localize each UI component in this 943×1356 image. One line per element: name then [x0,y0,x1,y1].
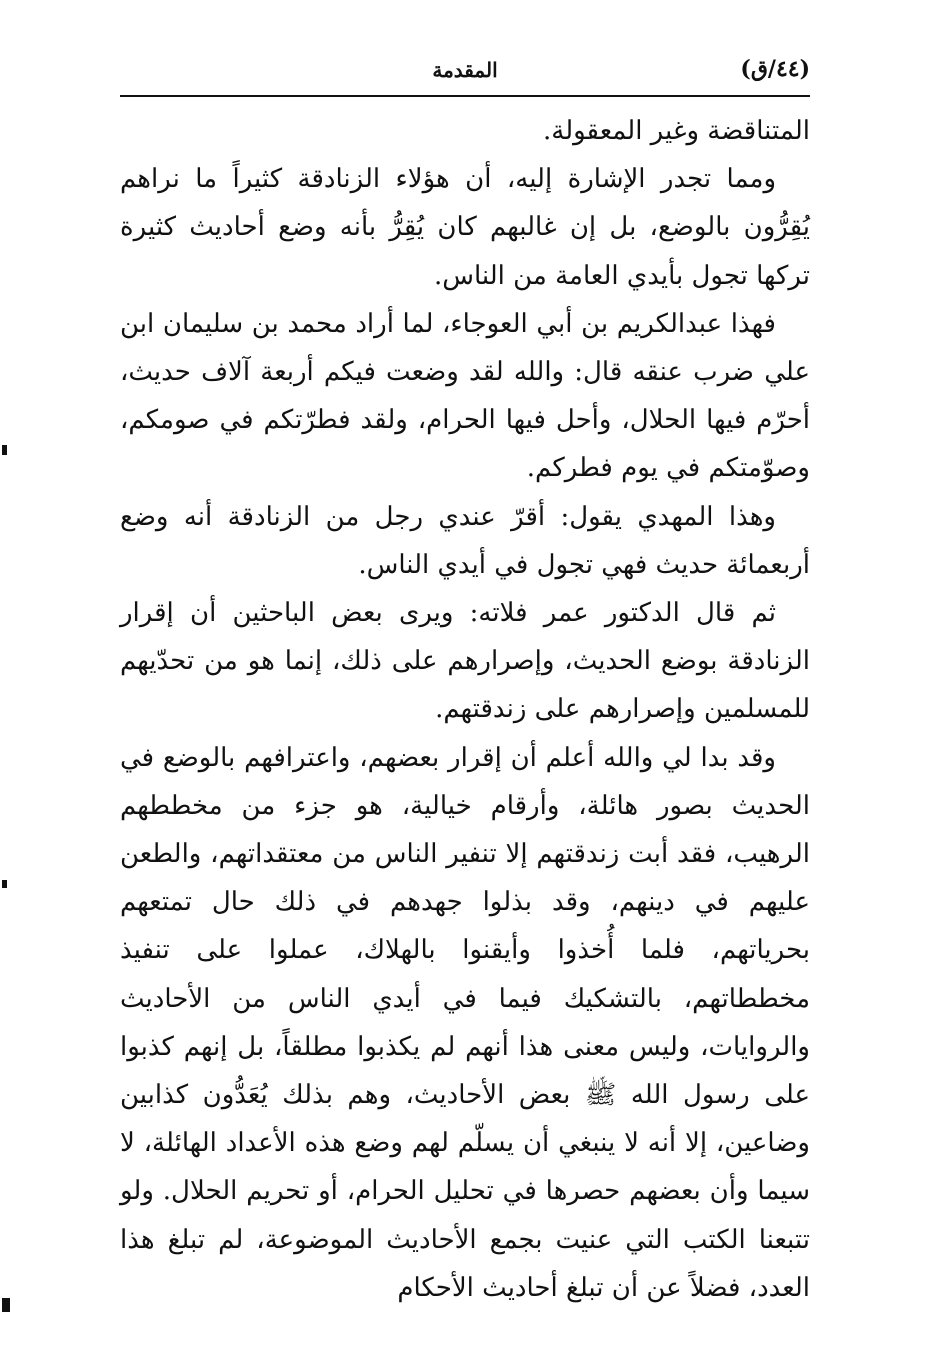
scan-mark [2,1298,10,1312]
paragraph-5: ثم قال الدكتور عمر فلاته: ويرى بعض الباحثين أن إقرار الزنادقة بوضع الحديث، وإصرارهم على ذلك، إنما هو من تحدّيهم للمسلمين وإصرارهم على زندقتهم. [120,598,810,725]
scan-mark [2,445,7,455]
running-title: المقدمة [432,58,498,82]
header-divider [120,95,810,97]
paragraph-3: فهذا عبدالكريم بن أبي العوجاء، لما أراد محمد بن سليمان ابن علي ضرب عنقه قال: والله لقد وضعت فيكم أربعة آلاف حديث، أحرّم فيها الحلال، وأحل فيها الحرام، ولقد فطرّتكم في صومكم، وصوّمتكم في يوم فطركم. [120,308,810,484]
page-body [120,107,810,1312]
paragraph-2: ومما تجدر الإشارة إليه، أن هؤلاء الزنادقة كثيراً ما نراهم يُقِرُّون بالوضع، بل إن غالبهم كان يُقِرُّ بأنه وضع أحاديث كثيرة تركها تجول بأيدي العامة من الناس. [120,164,810,291]
scan-mark [2,880,7,888]
paragraph-6: وقد بدا لي والله أعلم أن إقرار بعضهم، واعترافهم بالوضع في الحديث بصور هائلة، وأرقام خيالية، هو جزء من مخططهم الرهيب، فقد أبت زندقتهم إلا تنفير الناس من معتقداتهم، والطعن عليهم في دينهم، وقد بذلوا جهدهم في ذلك حال تمتعهم بحرياتهم، فلما أُخذوا وأيقنوا بالهلاك، عملوا على تنفيذ مخططاتهم، بالتشكيك فيما في أيدي الناس من الأحاديث والروايات، وليس معنى هذا أنهم لم يكذبوا مطلقاً، بل إنهم كذبوا على رسول الله ﷺ بعض الأحاديث، وهم بذلك يُعَدُّون كذابين وضاعين، إلا أنه لا ينبغي أن يسلّم لهم وضع هذه الأعداد الهائلة، لا سيما وأن بعضهم حصرها في تحليل الحرام، أو تحريم الحلال. ولو تتبعنا الكتب التي عنيت بجمع الأحاديث الموضوعة، لم تبلغ هذا العدد، فضلاً عن أن تبلغ أحاديث الأحكام [120,742,810,1303]
paragraph-4: وهذا المهدي يقول: أقرّ عندي رجل من الزنادقة أنه وضع أربعمائة حديث فهي تجول في أيدي الناس. [120,501,810,580]
page-header [120,52,810,92]
page-reference: (٤٤/ق) [740,56,810,82]
paragraph-1: المتناقضة وغير المعقولة. [542,116,810,146]
